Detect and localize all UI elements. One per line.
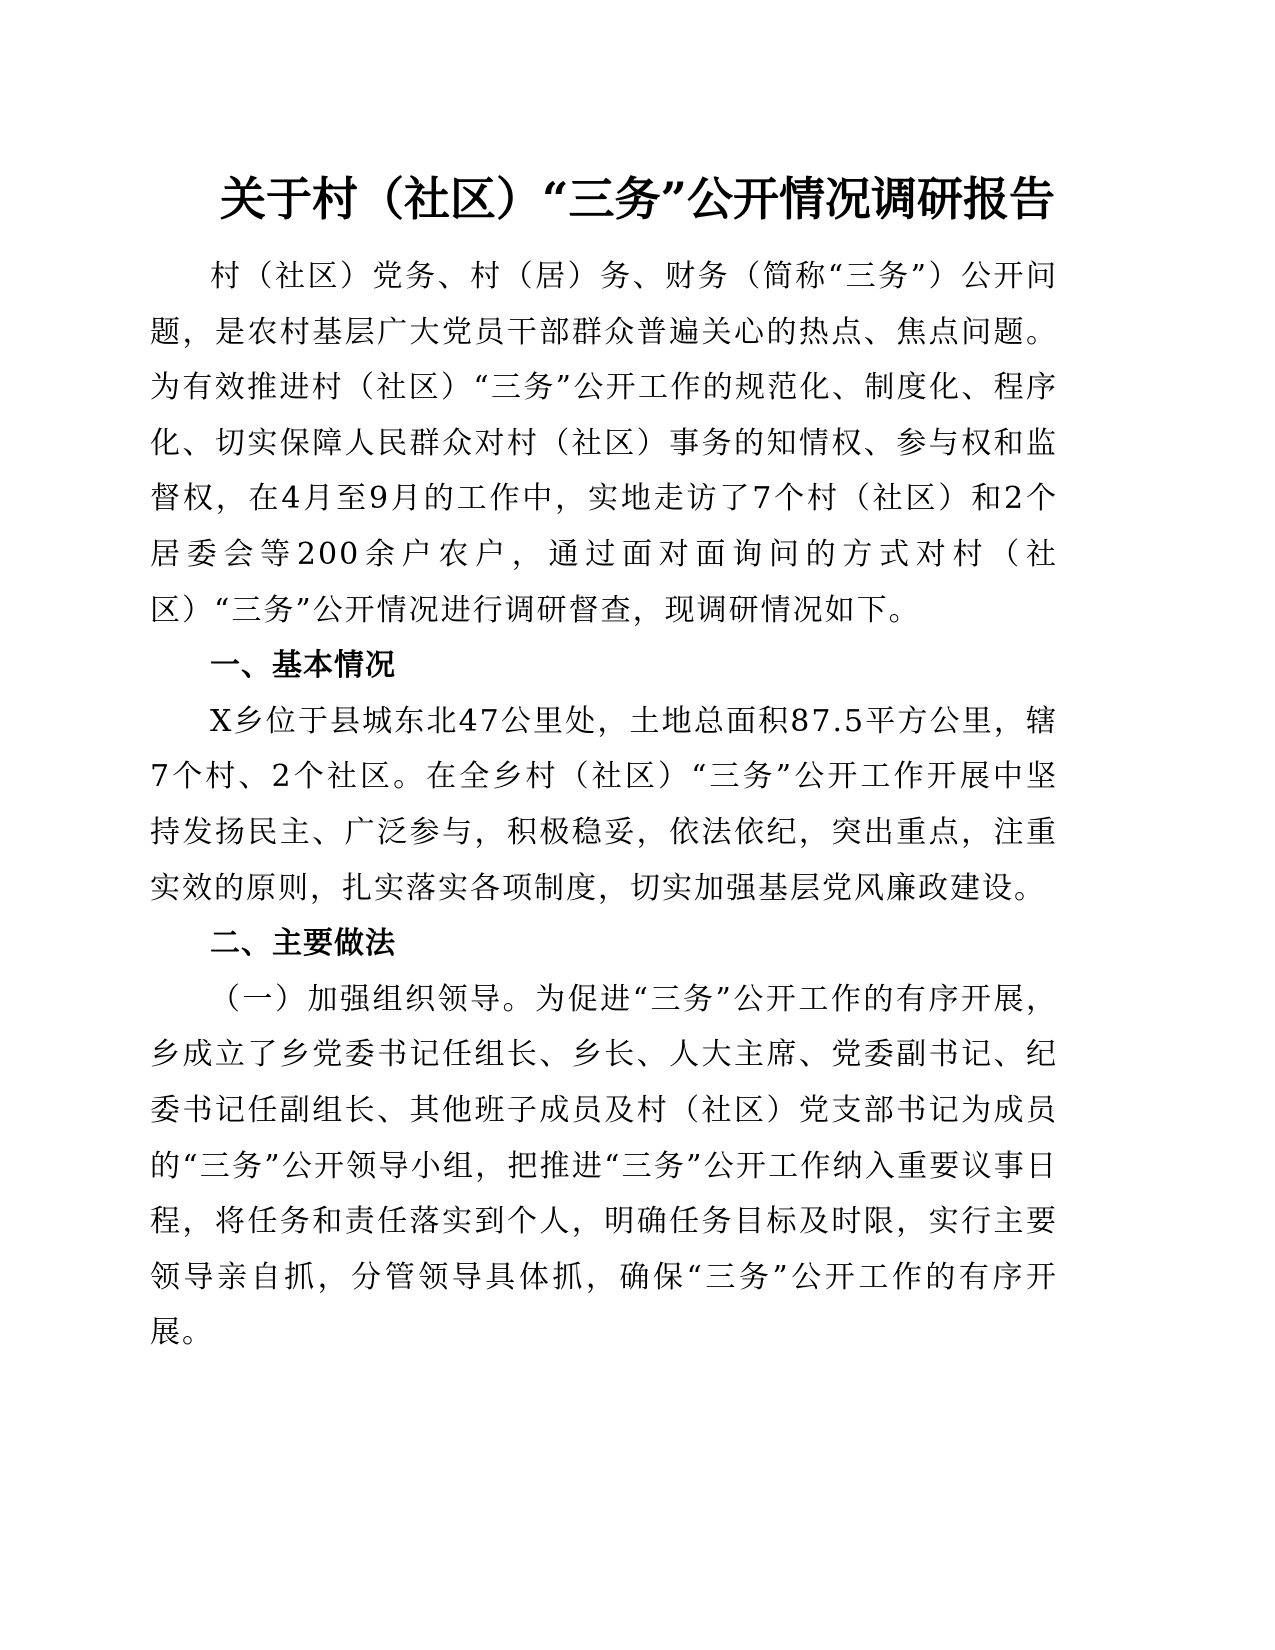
main-practices-paragraph: （一）加强组织领导。为促进“三务”公开工作的有序开展，乡成立了乡党委书记任组长、乡长、人大主席、党委副书记、纪委书记任副组长、其他班子成员及村（社区）党支部书记为成员的“三务”公开领导小组，把推进“三务”公开工作纳入重要议事日程，将任务和责任落实到个人，明确任务目标及时限，实行主要领导亲自抓，分管领导具体抓，确保“三务”公开工作的有序开展。	[150, 981, 1058, 1351]
document-title: 关于村（社区）“三务”公开情况调研报告	[220, 172, 1055, 226]
section-heading-basic-situation: 一、基本情况	[210, 648, 396, 684]
intro-paragraph: 村（社区）党务、村（居）务、财务（简称“三务”）公开问题，是农村基层广大党员干部群众普遍关心的热点、焦点问题。为有效推进村（社区）“三务”公开工作的规范化、制度化、程序化、切实保障人民群众对村（社区）事务的知情权、参与权和监督权，在4月至9月的工作中，实地走访了7个村（社区）和2个居委会等200余户农户，通过面对面询问的方式对村（社区）“三务”公开情况进行调研督查，现调研情况如下。	[150, 259, 1058, 628]
document-body	[150, 249, 1058, 1361]
basic-situation-paragraph: X乡位于县城东北47公里处，土地总面积87.5平方公里，辖7个村、2个社区。在全乡村（社区）“三务”公开工作开展中坚持发扬民主、广泛参与，积极稳妥，依法依纪，突出重点，注重实效的原则，扎实落实各项制度，切实加强基层党风廉政建设。	[150, 703, 1058, 906]
section-heading-main-practices: 二、主要做法	[210, 926, 396, 962]
